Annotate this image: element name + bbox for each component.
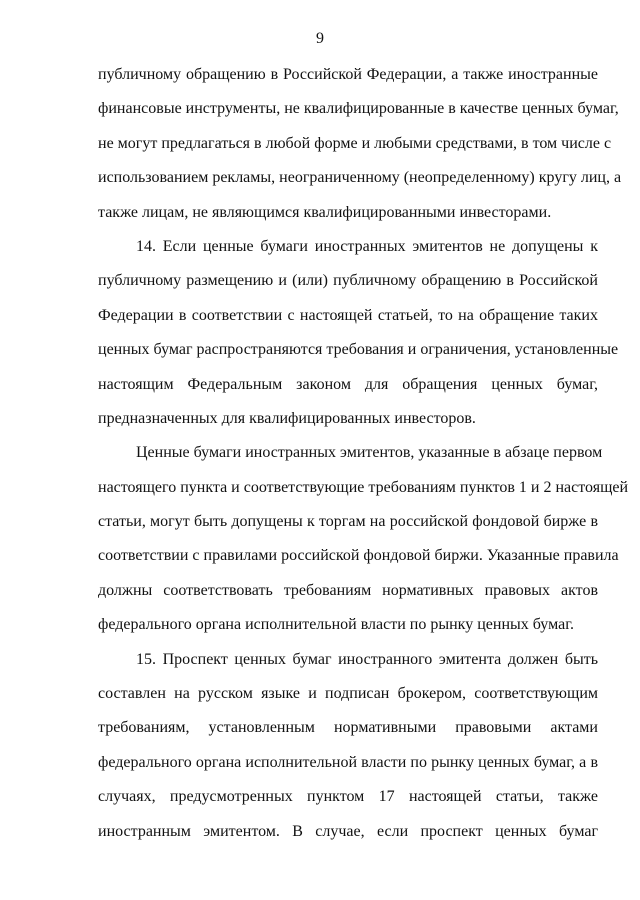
document-body: [98, 58, 629, 849]
paragraph-start: Ценные бумаги иностранных эмитентов, указанные в абзаце первом: [136, 444, 603, 462]
page-number: 9: [316, 30, 324, 47]
text-line: настоящего пункта и соответствующие требованиям пунктов 1 и 2 настоящей: [98, 478, 629, 496]
text-line: не могут предлагаться в любой форме и любыми средствами, в том числе с: [98, 134, 612, 152]
text-line: требованиям, установленным нормативными правовыми актами: [98, 719, 598, 737]
text-line: Федерации в соответствии с настоящей статьей, то на обращение таких: [98, 306, 598, 324]
text-line: статьи, могут быть допущены к торгам на российской фондовой бирже в: [98, 513, 598, 531]
text-line: предназначенных для квалифицированных инвесторов.: [98, 409, 476, 427]
text-line: федерального органа исполнительной власти по рынку ценных бумаг, а в: [98, 753, 598, 771]
text-line: ценных бумаг распространяются требования и ограничения, установленные: [98, 341, 619, 359]
text-line: использованием рекламы, неограниченному (неопределенному) кругу лиц, а: [98, 169, 622, 187]
text-line: иностранным эмитентом. В случае, если проспект ценных бумаг: [98, 822, 598, 840]
paragraph-14-start: 14. Если ценные бумаги иностранных эмитентов не допущены к: [136, 237, 598, 255]
paragraph-15-start: 15. Проспект ценных бумаг иностранного эмитента должен быть: [136, 650, 598, 668]
text-line: случаях, предусмотренных пунктом 17 настоящей статьи, также: [98, 788, 598, 806]
text-line: должны соответствовать требованиям нормативных правовых актов: [98, 581, 598, 599]
text-line: публичному обращению в Российской Федерации, а также иностранные: [98, 66, 598, 83]
text-line: также лицам, не являющимся квалифицированными инвесторами.: [98, 203, 552, 221]
text-line: составлен на русском языке и подписан брокером, соответствующим: [98, 685, 598, 703]
text-line: финансовые инструменты, не квалифицированные в качестве ценных бумаг,: [98, 100, 619, 118]
text-line: публичному размещению и (или) публичному обращению в Российской: [98, 272, 598, 290]
text-line: федерального органа исполнительной власти по рынку ценных бумаг.: [98, 616, 574, 634]
text-line: настоящим Федеральным законом для обращения ценных бумаг,: [98, 375, 598, 393]
text-line: соответствии с правилами российской фондовой биржи. Указанные правила: [98, 547, 619, 565]
